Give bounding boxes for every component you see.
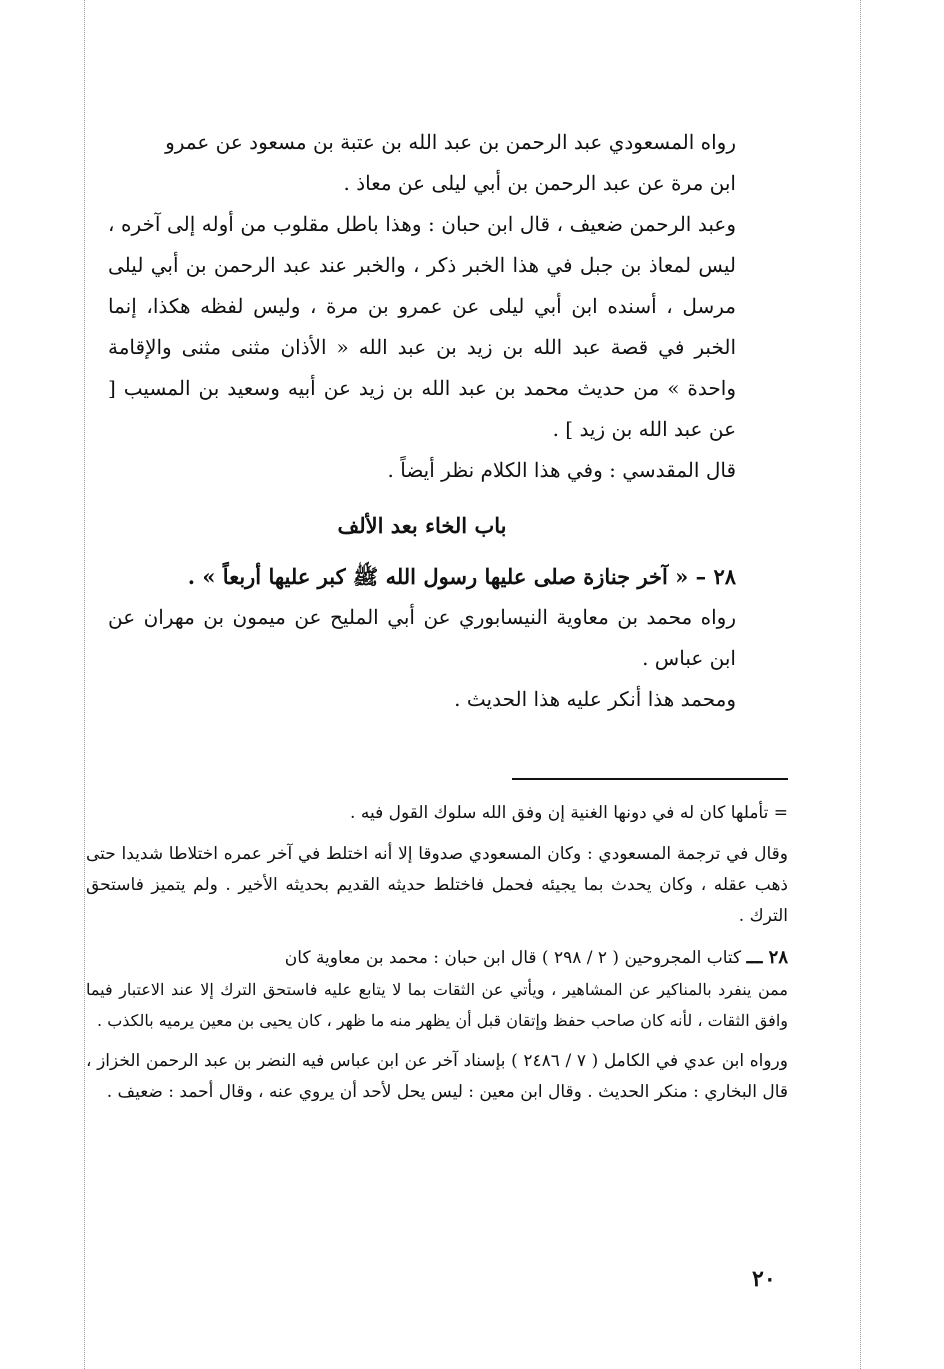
footnote-2: وقال في ترجمة المسعودي : وكان المسعودي صدوقا إلا أنه اختلط في آخر عمره اختلاطا شديدا حتى ذهب عقله ، وكان يحدث بما يجيئه فحمل فاختلط حديثه القديم بحديثه الأخير . ولم يتميز فاستحق الترك . [86, 844, 788, 926]
hadith-number: ٢٨ – [695, 564, 736, 589]
paragraph-1 [108, 122, 736, 204]
paragraph-1-line-1: رواه المسعودي عبد الرحمن بن عبد الله بن عتبة بن مسعود عن عمرو [165, 130, 736, 154]
footnote-1: = تأملها كان له في دونها الغنية إن وفق الله سلوك القول فيه . [350, 803, 788, 823]
paragraph-5: ومحمد هذا أنكر عليه هذا الحديث . [454, 687, 736, 711]
footnote-3-continued: ممن ينفرد بالمناكير عن المشاهير ، ويأتي عن الثقات بما لا يتابع عليه فاستحق الترك إلا عند الاعتبار فيما وافق الثقات ، لأنه كان صاحب حفظ وإتقان قبل أن يظهر منه ما ظهر ، كان يحيى بن معين يرميه بالكذب . [86, 980, 788, 1030]
page-border-right [860, 0, 861, 1369]
page-number: ٢٠ [752, 1266, 776, 1292]
footnote-4: ورواه ابن عدي في الكامل ( ٧ / ٢٤٨٦ ) بإسناد آخر عن ابن عباس فيه النضر بن عبد الرحمن الخزاز ، قال البخاري : منكر الحديث . وقال ابن معين : ليس يحل لأحد أن يروي عنه ، وقال أحمد : ضعيف . [86, 1051, 788, 1102]
hadith-title [108, 556, 736, 597]
footnote-divider [512, 778, 788, 780]
paragraph-2: وعبد الرحمن ضعيف ، قال ابن حبان : وهذا باطل مقلوب من أوله إلى آخره ، ليس لمعاذ بن جبل في هذا الخبر ذكر ، والخبر عند عبد الرحمن بن أبي ليلى مرسل ، أسنده ابن أبي ليلى عن عمرو بن مرة ، وليس لفظه هكذا، إنما الخبر في قصة عبد الله بن زيد بن عبد الله « الأذان مثنى مثنى والإقامة واحدة » من حديث محمد بن عبد الله بن زيد عن أبيه وسعيد بن المسيب [ عن عبد الله بن زيد ] . [108, 212, 736, 441]
page-border-left [84, 0, 85, 1369]
paragraph-1-line-2: ابن مرة عن عبد الرحمن بن أبي ليلى عن معاذ . [343, 171, 736, 195]
section-heading: باب الخاء بعد الألف [337, 513, 507, 538]
paragraph-3: قال المقدسي : وفي هذا الكلام نظر أيضاً . [387, 458, 736, 482]
paragraph-4: رواه محمد بن معاوية النيسابوري عن أبي المليح عن ميمون بن مهران عن ابن عباس . [108, 605, 736, 670]
footnote-3-line-1: كتاب المجروحين ( ٢ / ٢٩٨ ) قال ابن حبان : محمد بن معاوية كان [284, 948, 742, 968]
hadith-text: « آخر جنازة صلى عليها رسول الله ﷺ كبر عليها أربعاً » . [187, 564, 689, 589]
footnote-3-number: ٢٨ ـــ [746, 947, 788, 968]
footnote-3 [86, 942, 788, 974]
footnotes [86, 798, 788, 1108]
main-text [108, 122, 736, 720]
